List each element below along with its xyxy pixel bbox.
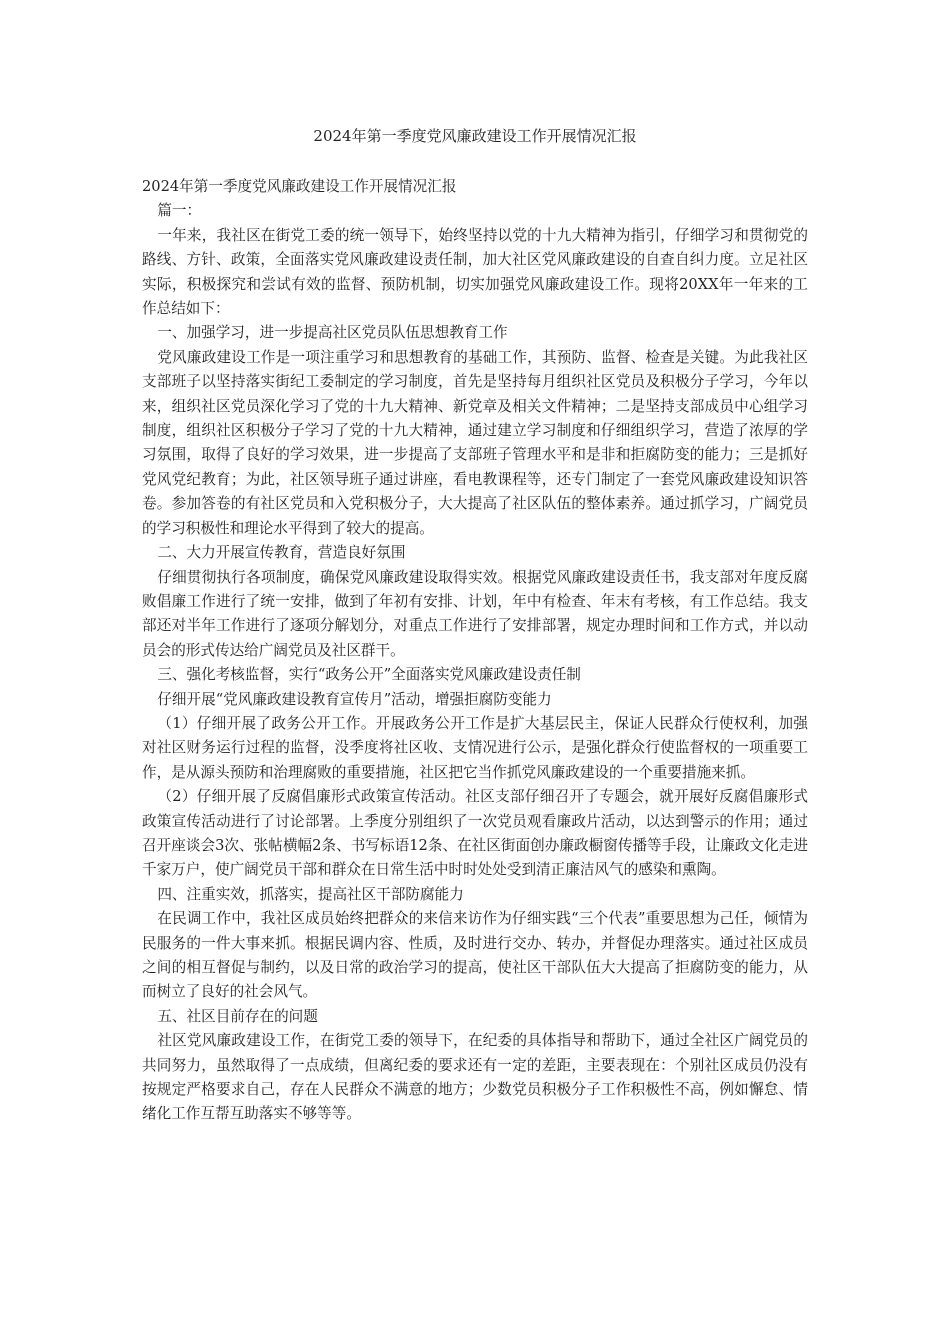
paragraph: 党风廉政建设工作是一项注重学习和思想教育的基础工作，其预防、监督、检查是关键。为此我社区支部班子以坚持落实街纪工委制定的学习制度，首先是坚持每月组织社区党员及积极分子学习，今年以来，组织社区党员深化学习了党的十九大精神、新党章及相关文件精神；二是坚持支部成员中心组学习制度，组织社区积极分子学习了党的十九大精神，通过建立学习制度和仔细组织学习，营造了浓厚的学习氛围，取得了良好的学习效果，进一步提高了支部班子管理水平和是非和拒腐防变的能力；三是抓好党风党纪教育；为此，社区领导班子通过讲座，看电教课程等，还专门制定了一套党风廉政建设知识答卷。参加答卷的有社区党员和入党积极分子，大大提高了社区队伍的整体素养。通过抓学习，广阔党员的学习积极性和理论水平得到了较大的提高。 — [142, 348, 808, 537]
paragraph: 在民调工作中，我社区成员始终把群众的来信来访作为仔细实践“三个代表”重要思想为己任，倾情为民服务的一件大事来抓。根据民调内容、性质，及时进行交办、转办，并督促办理落实。通过社区成员之间的相互督促与制约，以及日常的政治学习的提高，使社区干部队伍大大提高了拒腐防变的能力，从而树立了良好的社会风气。 — [142, 910, 808, 1001]
paragraph: 二、大力开展宣传教育，营造良好氛围 — [157, 544, 406, 562]
paragraph: （2）仔细开展了反腐倡廉形式政策宣传活动。社区支部仔细召开了专题会，就开展好反腐倡廉形式政策宣传活动进行了讨论部署。上季度分别组织了一次党员观看廉政片活动，以达到警示的作用；通过召开座谈会3次、张帖横幅2条、书写标语12条、在社区街面创办廉政橱窗传播等手段，让廉政文化走进千家万户，使广阔党员干部和群众在日常生活中时时处处受到清正廉洁风气的感染和熏陶。 — [142, 788, 808, 879]
paragraph: 一年来，我社区在街党工委的统一领导下，始终坚持以党的十九大精神为指引，仔细学习和贯彻党的路线、方针、政策，全面落实党风廉政建设责任制，加大社区党风廉政建设的自查自纠力度。立足社区实际，积极探究和尝试有效的监督、预防机制，切实加强党风廉政建设工作。现将20XX年一年来的工作总结如下： — [142, 226, 808, 318]
paragraph: 篇一： — [157, 202, 202, 220]
paragraph: （1）仔细开展了政务公开工作。开展政务公开工作是扩大基层民主，保证人民群众行使权利，加强对社区财务运行过程的监督，没季度将社区收、支情况进行公示，是强化群众行使监督权的一项重要工作，是从源头预防和治理腐败的重要措施，社区把它当作抓党风廉政建设的一个重要措施来抓。 — [142, 714, 808, 781]
paragraph: 2024年第一季度党风廉政建设工作开展情况汇报 — [142, 178, 457, 195]
paragraph: 四、注重实效，抓落实，提高社区干部防腐能力 — [157, 885, 464, 903]
paragraph: 社区党风廉政建设工作，在街党工委的领导下，在纪委的具体指导和帮助下，通过全社区广阔党员的共同努力，虽然取得了一点成绩，但离纪委的要求还有一定的差距，主要表现在：个别社区成员仍没有按规定严格要求自己，存在人民群众不满意的地方；少数党员积极分子工作积极性不高，例如懈怠、情绪化工作互帮互助落实不够等等。 — [142, 1032, 808, 1123]
document-body — [142, 175, 808, 1127]
paragraph: 一、加强学习，进一步提高社区党员队伍思想教育工作 — [157, 324, 508, 342]
paragraph: 三、强化考核监督，实行“政务公开”全面落实党风廉政建设责任制 — [157, 666, 581, 684]
paragraph: 仔细开展“党风廉政建设教育宣传月”活动，增强拒腐防变能力 — [157, 690, 552, 708]
page-title: 2024年第一季度党风廉政建设工作开展情况汇报 — [313, 127, 637, 145]
paragraph: 五、社区目前存在的问题 — [157, 1007, 318, 1025]
paragraph: 仔细贯彻执行各项制度，确保党风廉政建设取得实效。根据党风廉政建设责任书，我支部对年度反腐败倡廉工作进行了统一安排，做到了年初有安排、计划，年中有检查、年末有考核，有工作总结。我支部还对半年工作进行了逐项分解划分，对重点工作进行了安排部署，规定办理时间和工作方式，并以动员会的形式传达给广阔党员及社区群干。 — [142, 568, 808, 659]
